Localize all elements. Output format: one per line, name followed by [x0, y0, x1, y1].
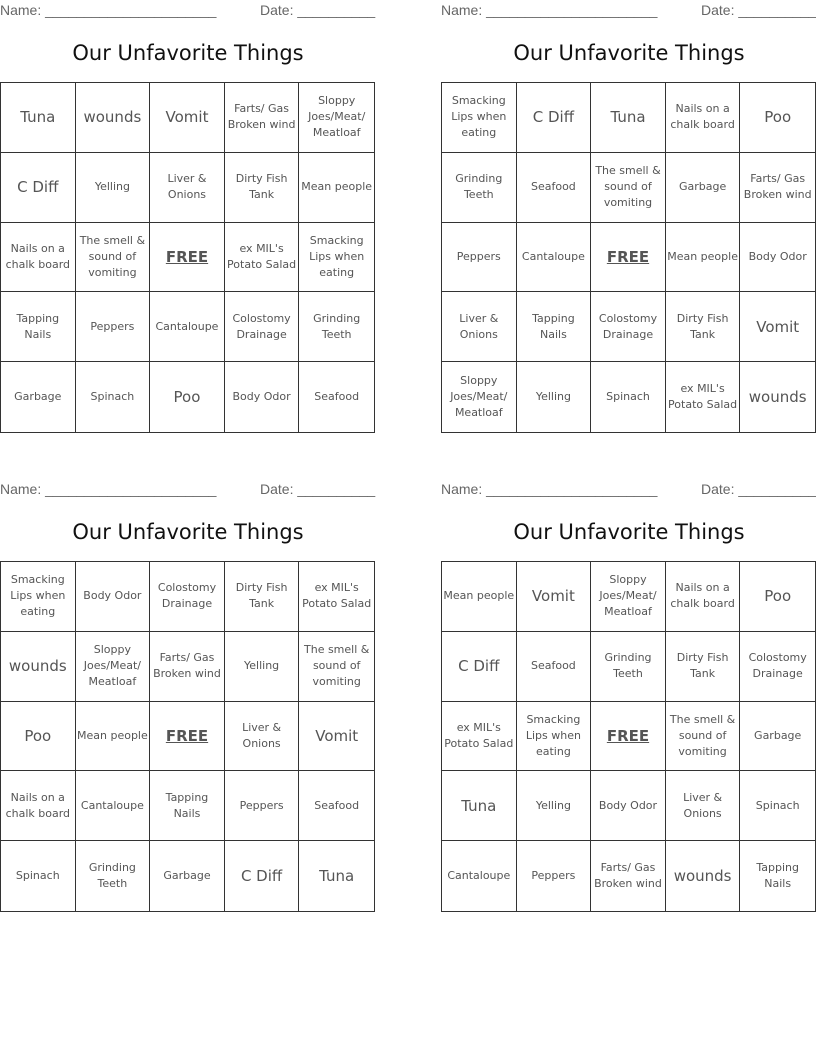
bingo-cell: The smell & sound of vomiting: [666, 702, 741, 772]
bingo-cell: Garbage: [666, 153, 741, 223]
bingo-cell: Tuna: [591, 83, 666, 153]
bingo-cell: ex MIL's Potato Salad: [225, 223, 300, 293]
bingo-cell: wounds: [666, 841, 741, 911]
card-title: Our Unfavorite Things: [513, 520, 745, 544]
free-space: FREE: [591, 702, 666, 772]
card-header: [441, 2, 816, 20]
bingo-cell: Mean people: [666, 223, 741, 293]
bingo-cell: Smacking Lips when eating: [442, 83, 517, 153]
bingo-cell: Tapping Nails: [756, 861, 799, 891]
date-line: Date: __________: [701, 2, 816, 18]
free-space: FREE: [591, 223, 666, 293]
bingo-cell: ex MIL's Potato Salad: [299, 562, 374, 632]
bingo-cell: Cantaloupe: [150, 292, 225, 362]
bingo-cell: Liver & Onions: [666, 771, 741, 841]
bingo-cell: Peppers: [225, 771, 300, 841]
bingo-cell: Yelling: [517, 362, 592, 432]
card-title: Our Unfavorite Things: [72, 520, 304, 544]
bingo-cell: Colostomy Drainage: [591, 292, 666, 362]
card-header: [0, 481, 376, 499]
bingo-cell: wounds: [748, 388, 807, 407]
bingo-cell: Liver & Onions: [150, 153, 225, 223]
bingo-cell: Seafood: [299, 771, 374, 841]
name-line: Name: ______________________: [0, 481, 217, 497]
bingo-cell: Farts/ Gas Broken wind: [591, 841, 666, 911]
bingo-cell: Body Odor: [740, 223, 815, 293]
bingo-cell: Spinach: [591, 362, 666, 432]
bingo-cell: Nails on a chalk board: [666, 83, 741, 153]
bingo-cell: Peppers: [76, 292, 151, 362]
bingo-cell: Seafood: [517, 632, 592, 702]
bingo-cell: Dirty Fish Tank: [666, 632, 741, 702]
bingo-cell: C Diff: [517, 83, 592, 153]
bingo-cell: C Diff: [225, 841, 300, 911]
bingo-cell: Liver & Onions: [225, 702, 300, 772]
bingo-grid: [0, 561, 375, 912]
card-title: Our Unfavorite Things: [72, 41, 304, 65]
bingo-cell: Poo: [740, 83, 815, 153]
bingo-cell: Yelling: [517, 771, 592, 841]
bingo-cell: Dirty Fish Tank: [666, 292, 741, 362]
bingo-cell: wounds: [76, 83, 151, 153]
bingo-cell: Liver & Onions: [442, 292, 517, 362]
bingo-cell: Mean people: [76, 702, 151, 772]
bingo-cell: Body Odor: [76, 562, 151, 632]
date-line: Date: __________: [260, 2, 376, 18]
bingo-cell: Colostomy Drainage: [740, 632, 815, 702]
name-line: Name: ______________________: [0, 2, 217, 18]
bingo-cell: Yelling: [225, 632, 300, 702]
card-header: [441, 481, 816, 499]
bingo-cell: Dirty Fish Tank: [225, 562, 300, 632]
bingo-cell: ex MIL's Potato Salad: [442, 702, 517, 772]
bingo-cell: Body Odor: [591, 771, 666, 841]
date-line: Date: __________: [701, 481, 816, 497]
bingo-cell: Vomit: [517, 562, 592, 632]
bingo-cell: The smell & sound of vomiting: [591, 153, 666, 223]
bingo-cell: Sloppy Joes/Meat/ Meatloaf: [299, 83, 374, 153]
bingo-cell: Grinding Teeth: [299, 292, 374, 362]
bingo-cell: Smacking Lips when eating: [1, 562, 76, 632]
bingo-cell: Nails on a chalk board: [666, 562, 741, 632]
bingo-cell: Tuna: [442, 771, 517, 841]
bingo-cell: Spinach: [1, 841, 76, 911]
bingo-cell: Garbage: [740, 702, 815, 772]
bingo-cell: Spinach: [740, 771, 815, 841]
card-title: Our Unfavorite Things: [513, 41, 745, 65]
bingo-cell: Grinding Teeth: [442, 153, 517, 223]
bingo-cell: Colostomy Drainage: [150, 562, 225, 632]
bingo-cell: Grinding Teeth: [76, 841, 151, 911]
card-header: [0, 2, 376, 20]
name-line: Name: ______________________: [441, 481, 658, 497]
bingo-card-1: [0, 0, 376, 436]
bingo-cell: Farts/ Gas Broken wind: [225, 83, 300, 153]
bingo-cell: Farts/ Gas Broken wind: [150, 632, 225, 702]
bingo-cell: ex MIL's Potato Salad: [666, 362, 741, 432]
bingo-cell: Smacking Lips when eating: [517, 702, 592, 772]
bingo-card-3: [0, 479, 376, 915]
bingo-cell: Yelling: [76, 153, 151, 223]
bingo-cell: Cantaloupe: [517, 223, 592, 293]
bingo-cell: Sloppy Joes/Meat/ Meatloaf: [442, 362, 517, 432]
free-space: FREE: [150, 223, 225, 293]
bingo-cell: Sloppy Joes/Meat/ Meatloaf: [591, 562, 666, 632]
bingo-cell: Peppers: [442, 223, 517, 293]
bingo-cell: Nails on a chalk board: [1, 223, 76, 293]
bingo-cell: Vomit: [150, 83, 225, 153]
bingo-cell: Poo: [1, 702, 76, 772]
bingo-grid: [441, 561, 816, 912]
bingo-cell: Farts/ Gas Broken wind: [740, 153, 815, 223]
bingo-cell: Tuna: [1, 83, 76, 153]
bingo-cell: Vomit: [299, 702, 374, 772]
bingo-cell: Poo: [740, 562, 815, 632]
bingo-cell: Peppers: [517, 841, 592, 911]
bingo-cell: The smell & sound of vomiting: [76, 223, 151, 293]
bingo-cell: Dirty Fish Tank: [225, 153, 300, 223]
bingo-cell: Tapping Nails: [1, 292, 76, 362]
bingo-cell: Mean people: [442, 562, 517, 632]
bingo-cell: Colostomy Drainage: [225, 292, 300, 362]
bingo-cell: Cantaloupe: [76, 771, 151, 841]
bingo-card-2: [441, 0, 816, 436]
bingo-cell: Seafood: [314, 390, 360, 404]
bingo-cell: The smell & sound of vomiting: [299, 632, 374, 702]
bingo-cell: Mean people: [299, 153, 374, 223]
bingo-cell: Tuna: [319, 867, 355, 886]
bingo-grid: [0, 82, 375, 433]
bingo-cell: Poo: [150, 362, 225, 432]
date-line: Date: __________: [260, 481, 376, 497]
bingo-cell: C Diff: [442, 632, 517, 702]
bingo-cell: Nails on a chalk board: [1, 771, 76, 841]
bingo-card-4: [441, 479, 816, 915]
bingo-cell: Garbage: [1, 362, 76, 432]
bingo-cell: Spinach: [76, 362, 151, 432]
bingo-cell: Body Odor: [225, 362, 300, 432]
bingo-cell: Garbage: [150, 841, 225, 911]
bingo-grid: [441, 82, 816, 433]
bingo-cell: Sloppy Joes/Meat/ Meatloaf: [76, 632, 151, 702]
bingo-cell: Seafood: [517, 153, 592, 223]
bingo-cell: Vomit: [740, 292, 815, 362]
bingo-cell: Smacking Lips when eating: [299, 223, 374, 293]
bingo-cell: Cantaloupe: [442, 841, 517, 911]
bingo-cell: C Diff: [1, 153, 76, 223]
bingo-cell: Tapping Nails: [517, 292, 592, 362]
free-space: FREE: [150, 702, 225, 772]
bingo-cell: wounds: [1, 632, 76, 702]
bingo-cell: Grinding Teeth: [591, 632, 666, 702]
bingo-cell: Tapping Nails: [150, 771, 225, 841]
name-line: Name: ______________________: [441, 2, 658, 18]
